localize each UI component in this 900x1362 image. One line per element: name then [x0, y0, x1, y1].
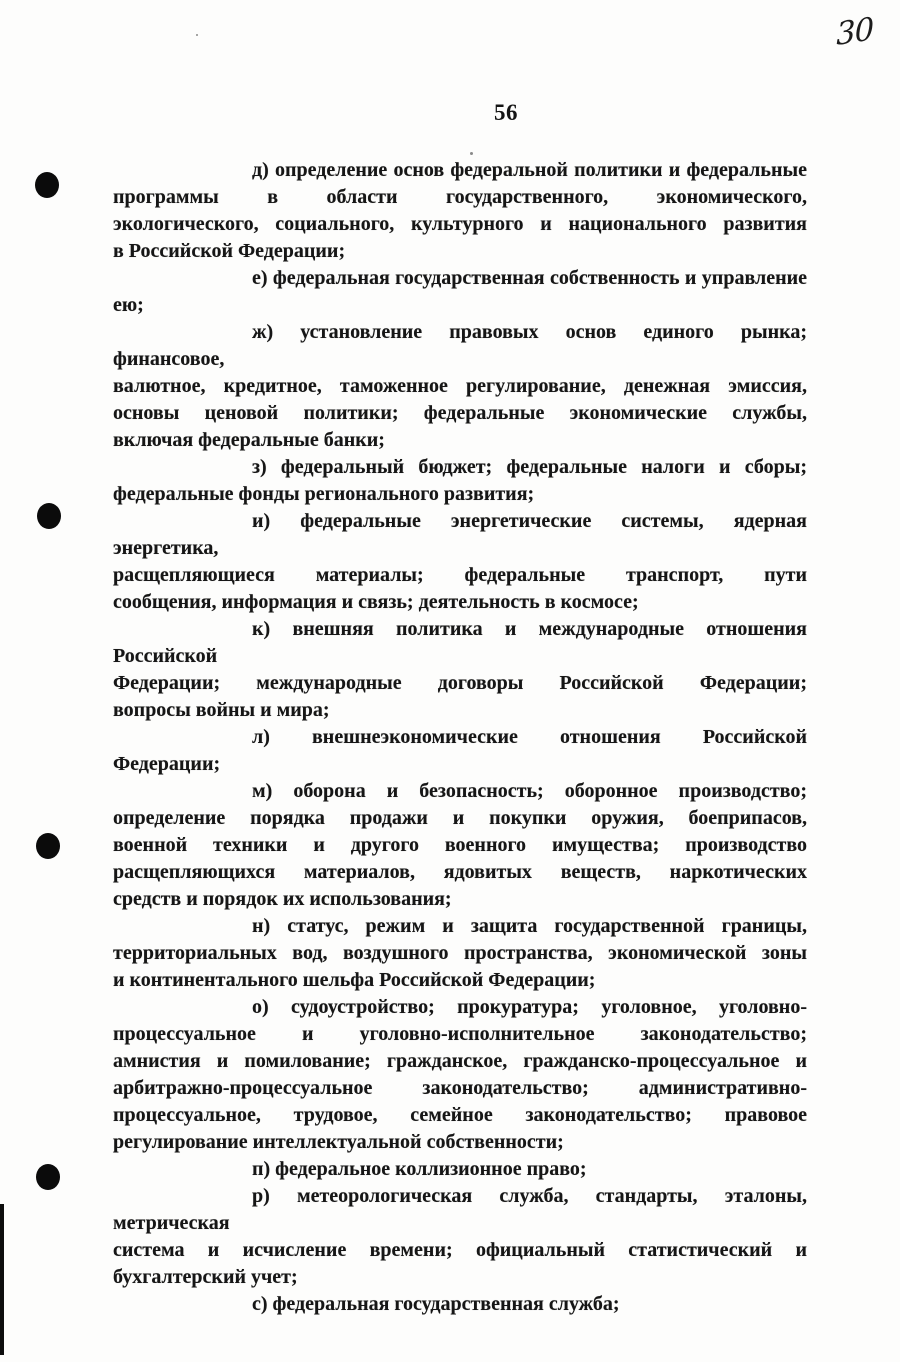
text-line-д-4: в Российской Федерации;	[113, 240, 346, 262]
document-text-block	[113, 157, 807, 1318]
text-line-о-2: процессуальное и уголовно-исполнительное законодательство;	[113, 1023, 807, 1045]
page-number: 56	[494, 100, 518, 125]
text-line-н-1: н) статус, режим и защита государственной границы,	[252, 915, 807, 937]
text-line-ж-4: включая федеральные банки;	[113, 429, 385, 451]
text-line-е-1: е) федеральная государственная собственность и управление	[252, 267, 807, 289]
text-line-м-3: военной техники и другого военного имущества; производство	[113, 834, 807, 856]
binder-hole-mark	[35, 172, 59, 198]
text-line-р-2: система и исчисление времени; официальный статистический и	[113, 1239, 807, 1261]
text-line-н-2: территориальных вод, воздушного пространства, экономической зоны	[113, 942, 807, 964]
text-line-д-2: программы в области государственного, экономического,	[113, 186, 807, 208]
scan-speck	[470, 152, 473, 155]
text-line-р-1: р) метеорологическая служба, стандарты, эталоны, метрическая	[113, 1185, 807, 1234]
binder-hole-mark	[36, 833, 60, 859]
text-line-н-3: и континентального шельфа Российской Федерации;	[113, 969, 596, 991]
text-line-м-2: определение порядка продажи и покупки оружия, боеприпасов,	[113, 807, 807, 829]
text-line-з-2: федеральные фонды регионального развития;	[113, 483, 535, 505]
text-line-л-1: л) внешнеэкономические отношения Российской Федерации;	[113, 726, 807, 775]
text-line-д-3: экологического, социального, культурного и национального развития	[113, 213, 807, 235]
text-line-е-2: ею;	[113, 294, 144, 316]
binder-hole-mark	[37, 503, 61, 529]
text-line-ж-1: ж) установление правовых основ единого рынка; финансовое,	[113, 321, 807, 370]
text-line-к-2: Федерации; международные договоры Российской Федерации;	[113, 672, 807, 694]
text-line-ж-3: основы ценовой политики; федеральные экономические службы,	[113, 402, 807, 424]
text-line-о-6: регулирование интеллектуальной собственности;	[113, 1131, 564, 1153]
scan-speck	[196, 34, 198, 36]
text-line-м-4: расщепляющихся материалов, ядовитых веществ, наркотических	[113, 861, 807, 883]
text-line-и-1: и) федеральные энергетические системы, ядерная энергетика,	[113, 510, 807, 559]
text-line-о-4: арбитражно-процессуальное законодательство; административно-	[113, 1077, 807, 1099]
text-line-к-3: вопросы войны и мира;	[113, 699, 330, 721]
text-line-о-3: амнистия и помилование; гражданское, гражданско-процессуальное и	[113, 1050, 807, 1072]
text-line-м-5: средств и порядок их использования;	[113, 888, 452, 910]
text-line-к-1: к) внешняя политика и международные отношения Российской	[113, 618, 807, 667]
text-line-м-1: м) оборона и безопасность; оборонное производство;	[252, 780, 807, 802]
scan-edge-artifact	[0, 1204, 4, 1355]
binder-hole-mark	[36, 1164, 60, 1190]
text-line-и-3: сообщения, информация и связь; деятельность в космосе;	[113, 591, 639, 613]
text-line-о-1: о) судоустройство; прокуратура; уголовное, уголовно-	[252, 996, 807, 1018]
text-line-д-1: д) определение основ федеральной политики и федеральные	[252, 159, 807, 181]
text-line-и-2: расщепляющиеся материалы; федеральные транспорт, пути	[113, 564, 807, 586]
text-line-о-5: процессуальное, трудовое, семейное законодательство; правовое	[113, 1104, 807, 1126]
text-line-п-1: п) федеральное коллизионное право;	[252, 1158, 587, 1180]
handwritten-sheet-number: 30	[835, 10, 874, 54]
text-line-с-1: с) федеральная государственная служба;	[252, 1293, 620, 1315]
text-line-ж-2: валютное, кредитное, таможенное регулирование, денежная эмиссия,	[113, 375, 807, 397]
text-line-з-1: з) федеральный бюджет; федеральные налоги и сборы;	[252, 456, 807, 478]
text-line-р-3: бухгалтерский учет;	[113, 1266, 298, 1288]
